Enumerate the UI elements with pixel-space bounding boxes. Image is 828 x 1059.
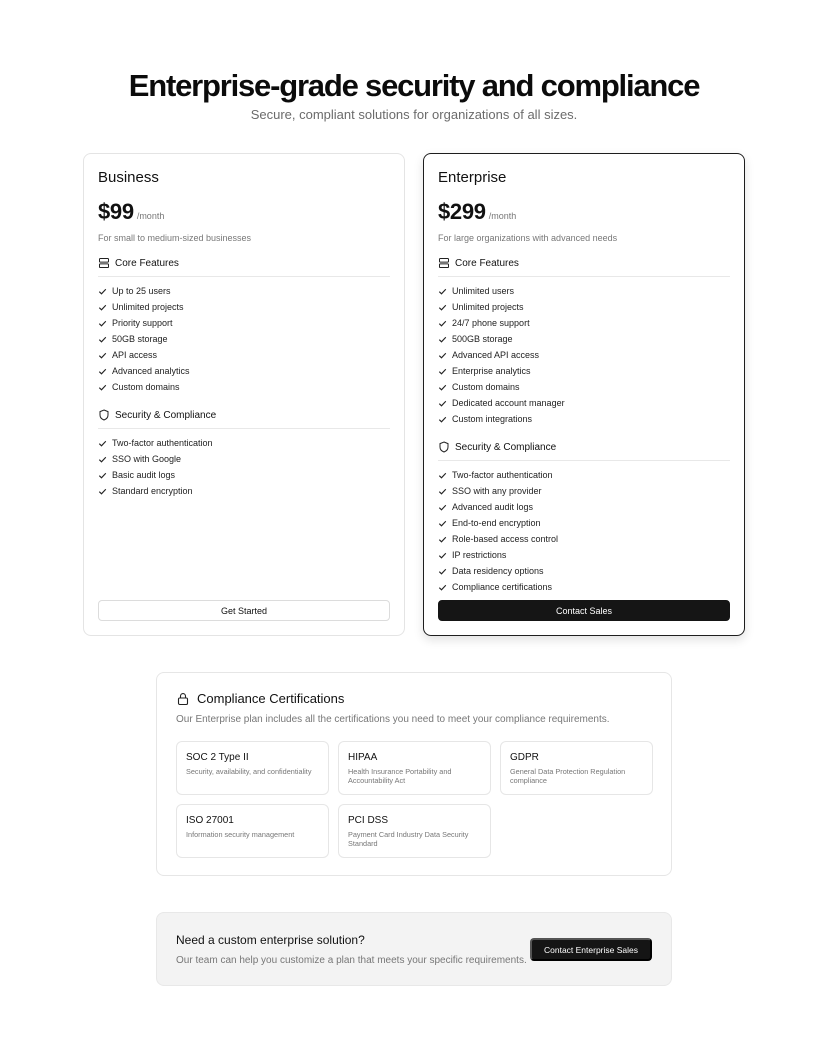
feature-text: Data residency options — [452, 566, 544, 576]
feature-item — [98, 299, 390, 315]
cta-text: Our team can help you customize a plan that meets your specific requirements. — [176, 955, 527, 966]
security-header — [438, 441, 730, 461]
plan-description: For large organizations with advanced needs — [438, 233, 618, 243]
plan-card-business — [83, 153, 405, 636]
price-row — [98, 199, 390, 225]
feature-text: Role-based access control — [452, 534, 559, 544]
compliance-certifications-panel — [156, 672, 672, 876]
feature-text: Unlimited users — [452, 286, 515, 296]
check-icon — [438, 583, 447, 592]
check-icon — [438, 319, 447, 328]
plan-name: Enterprise — [438, 169, 507, 186]
feature-item — [438, 363, 730, 379]
feature-item — [438, 563, 730, 579]
cert-card-hipaa — [338, 741, 491, 795]
feature-text: SSO with Google — [112, 454, 182, 464]
feature-text: Dedicated account manager — [452, 398, 565, 408]
check-icon — [98, 383, 107, 392]
server-icon — [438, 257, 450, 269]
core-features-header — [438, 257, 730, 277]
page-title: Enterprise-grade security and compliance — [128, 68, 700, 103]
check-icon — [438, 535, 447, 544]
check-icon — [438, 303, 447, 312]
check-icon — [438, 487, 447, 496]
cert-name: HIPAA — [348, 752, 378, 763]
feature-text: Custom domains — [452, 382, 520, 392]
section-title: Security & Compliance — [455, 441, 557, 453]
check-icon — [98, 351, 107, 360]
certifications-header — [176, 691, 652, 706]
feature-item — [438, 467, 730, 483]
feature-item — [438, 283, 730, 299]
plan-period: /month — [136, 211, 165, 221]
check-icon — [438, 335, 447, 344]
cert-name: PCI DSS — [348, 815, 389, 826]
certifications-description: Our Enterprise plan includes all the certifications you need to meet your compliance requirements. — [176, 714, 610, 725]
custom-solution-banner — [156, 912, 672, 986]
check-icon — [98, 367, 107, 376]
check-icon — [98, 287, 107, 296]
feature-text: IP restrictions — [452, 550, 507, 560]
feature-item — [438, 483, 730, 499]
check-icon — [438, 519, 447, 528]
feature-item — [438, 299, 730, 315]
feature-text: Custom domains — [112, 382, 180, 392]
cert-name: SOC 2 Type II — [186, 752, 249, 763]
feature-text: Unlimited projects — [112, 302, 184, 312]
feature-text: Enterprise analytics — [452, 366, 531, 376]
feature-item — [438, 379, 730, 395]
price-row — [438, 199, 730, 225]
feature-item — [438, 499, 730, 515]
feature-text: Advanced analytics — [112, 366, 190, 376]
feature-text: Advanced API access — [452, 350, 540, 360]
feature-item — [98, 347, 390, 363]
feature-item — [98, 451, 390, 467]
feature-text: Custom integrations — [452, 414, 533, 424]
cta-title: Need a custom enterprise solution? — [176, 933, 365, 947]
feature-text: Two-factor authentication — [112, 438, 213, 448]
feature-item — [438, 411, 730, 427]
feature-text: Compliance certifications — [452, 582, 553, 592]
server-icon — [98, 257, 110, 269]
security-header — [98, 409, 390, 429]
get-started-button[interactable]: Get Started — [98, 600, 390, 621]
feature-item — [98, 283, 390, 299]
cert-text: Payment Card Industry Data Security Standard — [348, 830, 469, 848]
cert-text: General Data Protection Regulation compliance — [510, 767, 626, 785]
check-icon — [98, 303, 107, 312]
section-title: Core Features — [455, 257, 519, 269]
check-icon — [438, 551, 447, 560]
feature-item — [438, 347, 730, 363]
security-features-list — [438, 467, 730, 595]
feature-text: Basic audit logs — [112, 470, 176, 480]
contact-sales-button[interactable]: Contact Sales — [438, 600, 730, 621]
cert-card-pci-dss — [338, 804, 491, 858]
check-icon — [438, 351, 447, 360]
feature-text: Advanced audit logs — [452, 502, 534, 512]
cert-text: Health Insurance Portability and Accountability Act — [348, 767, 452, 785]
plan-period: /month — [488, 211, 517, 221]
check-icon — [98, 487, 107, 496]
feature-item — [98, 483, 390, 499]
feature-text: End-to-end encryption — [452, 518, 541, 528]
feature-item — [438, 531, 730, 547]
cert-name: ISO 27001 — [186, 815, 234, 826]
check-icon — [438, 415, 447, 424]
shield-icon — [438, 441, 450, 453]
feature-item — [438, 579, 730, 595]
check-icon — [438, 383, 447, 392]
section-title: Core Features — [115, 257, 179, 269]
plan-price: $299 — [438, 199, 486, 224]
check-icon — [98, 439, 107, 448]
feature-text: 500GB storage — [452, 334, 513, 344]
shield-icon — [98, 409, 110, 421]
cert-name: GDPR — [510, 752, 539, 763]
feature-item — [438, 315, 730, 331]
check-icon — [438, 367, 447, 376]
certifications-title: Compliance Certifications — [197, 691, 345, 706]
check-icon — [98, 319, 107, 328]
feature-text: 24/7 phone support — [452, 318, 530, 328]
contact-enterprise-sales-button[interactable]: Contact Enterprise Sales — [530, 938, 652, 961]
feature-item — [98, 363, 390, 379]
lock-icon — [176, 692, 190, 706]
feature-item — [98, 467, 390, 483]
security-features-list — [98, 435, 390, 499]
check-icon — [438, 287, 447, 296]
feature-text: Standard encryption — [112, 486, 193, 496]
plan-name: Business — [98, 169, 159, 186]
plan-description: For small to medium-sized businesses — [98, 233, 252, 243]
check-icon — [98, 455, 107, 464]
feature-item — [438, 331, 730, 347]
feature-item — [438, 547, 730, 563]
feature-text: Two-factor authentication — [452, 470, 553, 480]
check-icon — [438, 399, 447, 408]
cert-card-gdpr — [500, 741, 653, 795]
cert-text: Security, availability, and confidentiality — [186, 767, 312, 776]
plan-card-enterprise — [423, 153, 745, 636]
section-title: Security & Compliance — [115, 409, 217, 421]
feature-text: Priority support — [112, 318, 173, 328]
check-icon — [438, 567, 447, 576]
plan-price: $99 — [98, 199, 134, 224]
feature-item — [98, 315, 390, 331]
feature-item — [98, 435, 390, 451]
page-subtitle: Secure, compliant solutions for organizations of all sizes. — [250, 107, 578, 122]
cert-text: Information security management — [186, 830, 295, 839]
check-icon — [98, 335, 107, 344]
core-features-header — [98, 257, 390, 277]
feature-item — [98, 331, 390, 347]
feature-item — [438, 395, 730, 411]
cert-card-soc2 — [176, 741, 329, 795]
feature-item — [438, 515, 730, 531]
feature-text: Unlimited projects — [452, 302, 524, 312]
core-features-list — [438, 283, 730, 427]
check-icon — [98, 471, 107, 480]
feature-item — [98, 379, 390, 395]
cert-card-iso27001 — [176, 804, 329, 858]
feature-text: API access — [112, 350, 158, 360]
feature-text: SSO with any provider — [452, 486, 542, 496]
core-features-list — [98, 283, 390, 395]
check-icon — [438, 471, 447, 480]
feature-text: 50GB storage — [112, 334, 168, 344]
feature-text: Up to 25 users — [112, 286, 171, 296]
check-icon — [438, 503, 447, 512]
